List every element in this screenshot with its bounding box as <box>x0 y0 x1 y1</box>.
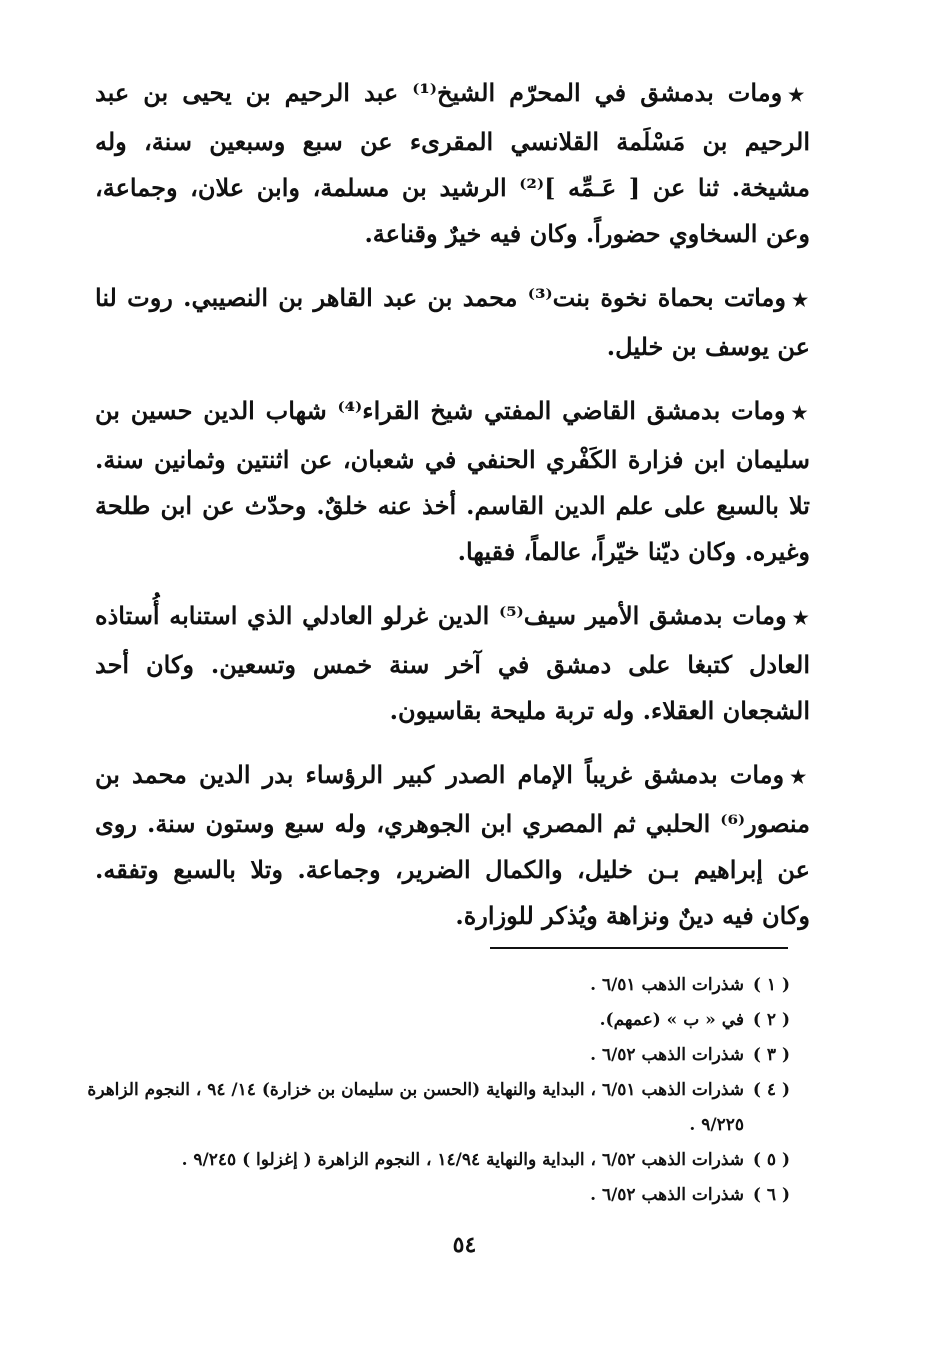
star-bullet: ★ <box>791 290 810 311</box>
footnote-number: ( ٥ ) <box>752 1150 790 1170</box>
entry-text: ومات بدمشق في المحرّم الشيخ⁽¹⁾ عبد الرحيم بن يحيى بن عبد الرحيم بن مَسْلَمة القلانسي المقرىء عن سبع وسبعين سنة، وله مشيخة. ثنا عن [ عَـمِّه ]⁽²⁾ الرشيد بن مسلمة، وابن علان، وجماعة، وعن السخاوي حضوراً. وكان فيه خيرٌ وقناعة. <box>95 78 811 248</box>
footnote-item <box>80 1073 790 1143</box>
footnote-text: في « ب » (عمهم). <box>599 1010 744 1030</box>
star-bullet: ★ <box>792 608 811 629</box>
entry-paragraph <box>95 752 810 939</box>
footnote-number: ( ٢ ) <box>752 1010 790 1030</box>
footnote-text: شذرات الذهب ٦/٥١ ، البداية والنهاية (الحسن بن سليمان بن خزارة) ١٤/ ٩٤ ، النجوم الزاهرة ٩/٢٢٥ . <box>87 1080 744 1135</box>
star-bullet: ★ <box>791 403 810 424</box>
entry-paragraph <box>95 593 810 734</box>
footnote-item <box>80 1003 790 1038</box>
entry-text: ومات بدمشق غريباً الإمام الصدر كبير الرؤساء بدر الدين محمد بن منصور⁽⁶⁾ الحلبي ثم المصري ابن الجوهري، وله سبع وستون سنة. روى عن إبراهيم بـن خليل، والكمال الضرير، وجماعة. وتلا بالسبع وتفقه. وكان فيه دينٌ ونزاهة ويُذكر للوزارة. <box>95 760 810 930</box>
footnote-text: شذرات الذهب ٦/٥٢ . <box>590 1045 744 1065</box>
star-bullet: ★ <box>790 767 810 788</box>
star-bullet: ★ <box>788 85 811 106</box>
footnote-text: شذرات الذهب ٦/٥٢ ، البداية والنهاية ١٤/٩٤ ، النجوم الزاهرة ( إغزلوا ) ٩/٢٤٥ . <box>181 1150 744 1170</box>
entry-text: وماتت بحماة نخوة بنت⁽³⁾ محمد بن عبد القاهر بن النصيبي. روت لنا عن يوسف بن خليل. <box>95 283 810 361</box>
footnote-number: ( ١ ) <box>752 975 790 995</box>
entry-paragraph <box>95 388 810 575</box>
entry-paragraph <box>95 70 810 257</box>
footnote-item <box>80 1143 790 1178</box>
entry-text: ومات بدمشق الأمير سيف⁽⁵⁾ الدين غرلو العادلي الذي استنابه أُستاذه العادل كتبغا على دمشق في آخر سنة خمس وتسعين. وكان أحد الشجعان العقلاء. وله تربة مليحة بقاسيون. <box>95 601 810 725</box>
footnote-item <box>80 1038 790 1073</box>
footnote-item <box>80 1178 790 1213</box>
footnote-number: ( ٦ ) <box>752 1185 790 1205</box>
footnote-text: شذرات الذهب ٦/٥١ . <box>590 975 744 995</box>
entry-text: ومات بدمشق القاضي المفتي شيخ القراء⁽⁴⁾ شهاب الدين حسين بن سليمان ابن فزارة الكَفْري الحنفي في شعبان، عن اثنتين وثمانين سنة. تلا بالسبع على علم الدين القاسم. أخذ عنه خلقٌ. وحدّث عن ابن طلحة وغيره. وكان ديّنا خيّراً، عالماً، فقيها. <box>95 396 810 566</box>
footnotes <box>80 968 790 1213</box>
footnote-number: ( ٣ ) <box>752 1045 790 1065</box>
footnote-divider <box>490 947 788 949</box>
footnote-number: ( ٤ ) <box>752 1080 790 1100</box>
entry-paragraph <box>95 275 810 370</box>
footnote-text: شذرات الذهب ٦/٥٢ . <box>590 1185 744 1205</box>
main-text <box>95 70 810 957</box>
page-number: ٥٤ <box>452 1232 477 1258</box>
footnote-item <box>80 968 790 1003</box>
